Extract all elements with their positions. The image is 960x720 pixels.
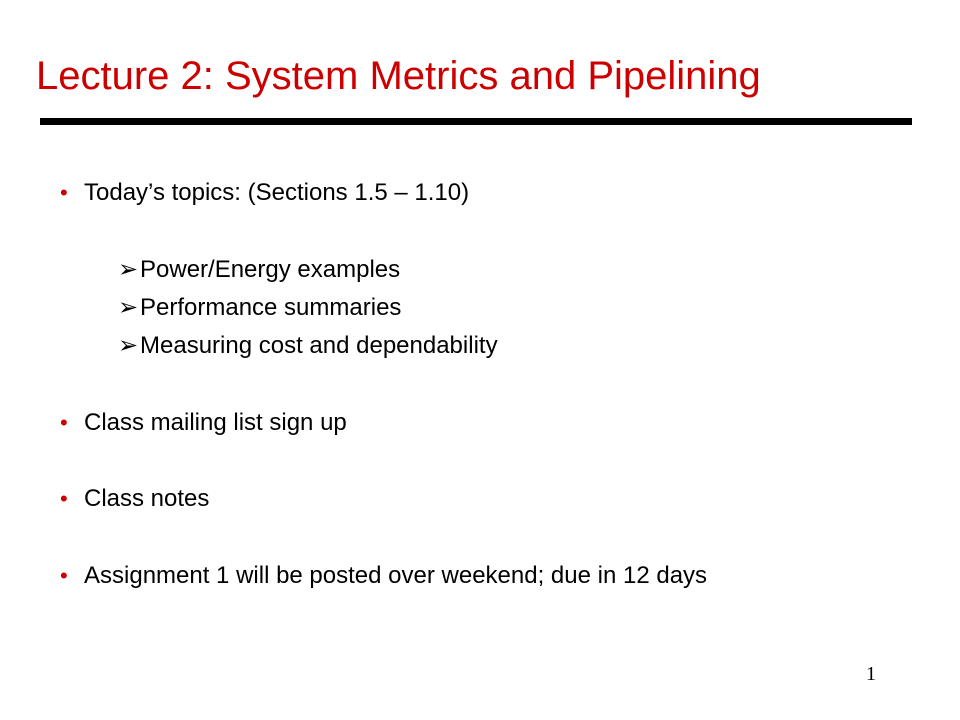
bullet-icon: • bbox=[60, 563, 68, 588]
page-number: 1 bbox=[866, 663, 876, 685]
arrow-bullet-icon: ➢ bbox=[118, 294, 139, 321]
bullet-icon: • bbox=[60, 180, 68, 205]
sub-item-cost-dependability bbox=[118, 331, 498, 361]
sub-item-text: Power/Energy examples bbox=[140, 256, 401, 283]
bullet-text: Class mailing list sign up bbox=[84, 409, 347, 436]
sub-item-performance bbox=[118, 293, 401, 323]
title-divider bbox=[40, 118, 912, 125]
sub-item-text: Performance summaries bbox=[140, 294, 402, 321]
bullet-text: Assignment 1 will be posted over weekend; due in 12 days bbox=[84, 562, 708, 589]
arrow-bullet-icon: ➢ bbox=[118, 256, 139, 283]
bullet-text: Class notes bbox=[84, 485, 210, 512]
sub-item-text: Measuring cost and dependability bbox=[140, 332, 498, 359]
arrow-bullet-icon: ➢ bbox=[118, 332, 139, 359]
sub-item-power-energy bbox=[118, 255, 400, 285]
bullet-text: Today’s topics: (Sections 1.5 – 1.10) bbox=[84, 179, 470, 206]
slide-title: Lecture 2: System Metrics and Pipelining bbox=[36, 54, 761, 98]
bullet-icon: • bbox=[60, 410, 68, 435]
bullet-item-topics bbox=[60, 178, 469, 208]
bullet-item-assignment bbox=[60, 561, 707, 591]
bullet-item-class-notes bbox=[60, 484, 209, 514]
bullet-item-mailing-list bbox=[60, 408, 347, 438]
bullet-icon: • bbox=[60, 486, 68, 511]
